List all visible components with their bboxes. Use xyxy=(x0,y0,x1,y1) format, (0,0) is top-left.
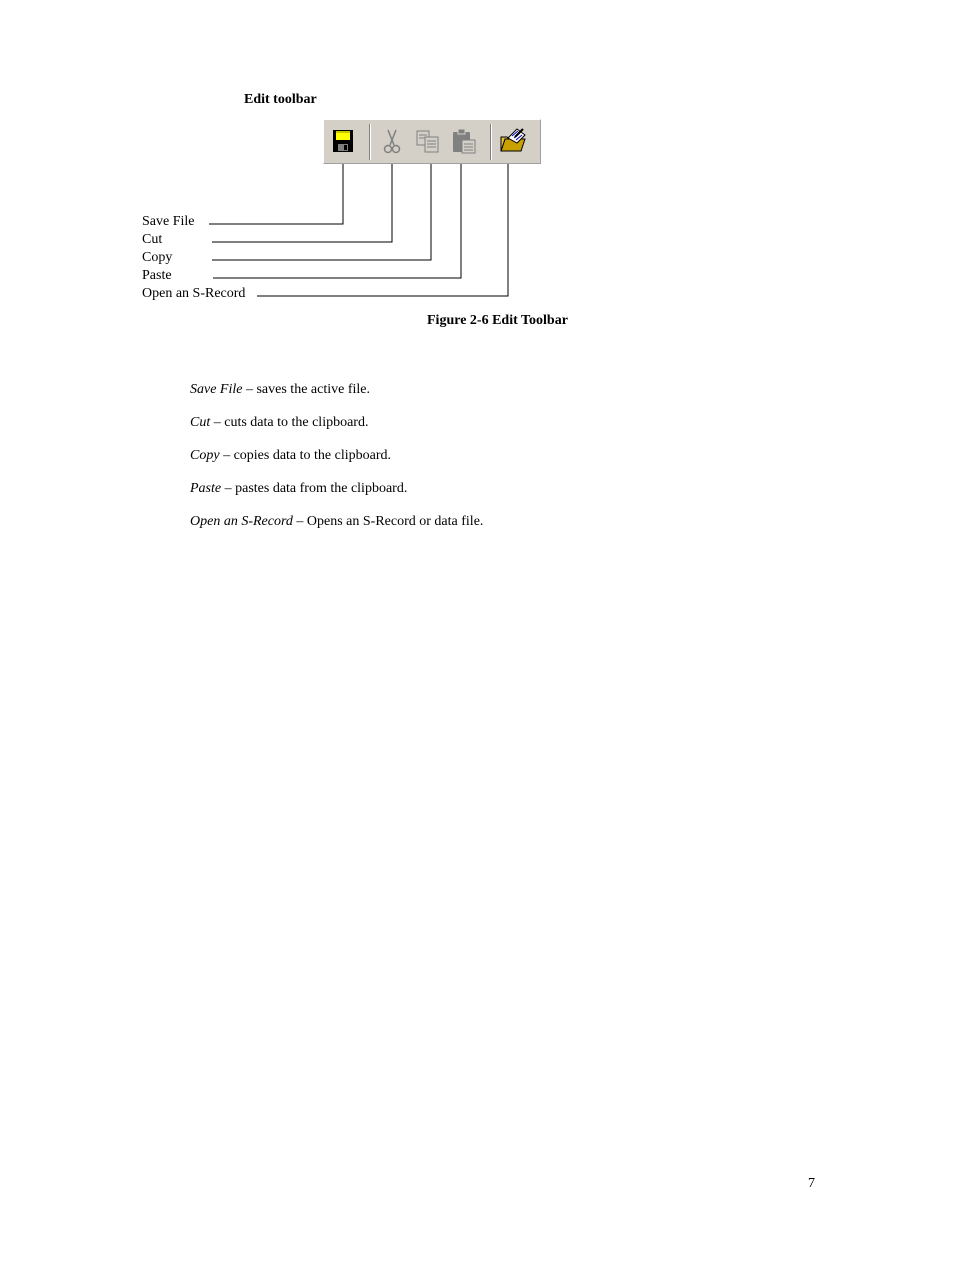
callout-line-save xyxy=(209,164,343,224)
callout-line-paste xyxy=(213,164,461,278)
description-text: – cuts data to the clipboard. xyxy=(210,415,369,430)
callout-label-copy: Copy xyxy=(142,250,173,265)
description-text: – pastes data from the clipboard. xyxy=(221,481,408,496)
description-save xyxy=(190,381,370,399)
callout-label-save: Save File xyxy=(142,214,195,229)
description-paste xyxy=(190,480,407,498)
callout-label-paste: Paste xyxy=(142,268,172,283)
toolbar-title: Edit toolbar xyxy=(244,92,317,107)
description-copy xyxy=(190,447,391,465)
description-term: Paste xyxy=(190,481,222,496)
description-term: Copy xyxy=(190,448,220,463)
figure-caption: Figure 2-6 Edit Toolbar xyxy=(427,313,568,328)
description-term: Cut xyxy=(190,415,211,430)
description-term: Open an S-Record xyxy=(190,514,293,529)
callout-line-open xyxy=(257,164,508,296)
description-text: – Opens an S-Record or data file. xyxy=(292,514,484,529)
page-number: 7 xyxy=(808,1176,815,1191)
description-text: – saves the active file. xyxy=(242,382,370,397)
callout-label-open: Open an S-Record xyxy=(142,286,246,301)
description-cut xyxy=(190,414,368,432)
description-open xyxy=(190,513,483,531)
callout-line-copy xyxy=(212,164,431,260)
callout-line-cut xyxy=(212,164,392,242)
description-text: – copies data to the clipboard. xyxy=(219,448,392,463)
description-term: Save File xyxy=(190,382,243,397)
callout-label-cut: Cut xyxy=(142,232,163,247)
